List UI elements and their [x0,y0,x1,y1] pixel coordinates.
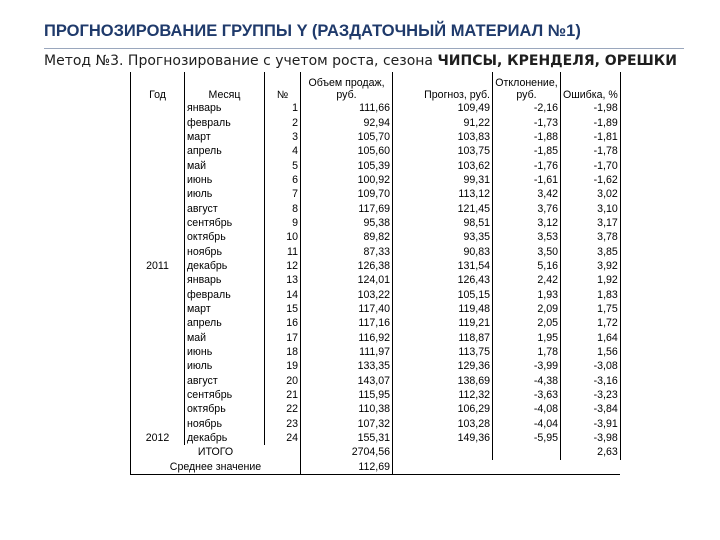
volume-cell: 111,97 [301,345,393,359]
error-cell: 3,78 [561,230,621,244]
volume-cell: 107,32 [301,417,393,431]
error-cell: 3,17 [561,216,621,230]
num-cell: 2 [265,115,301,129]
forecast-cell: 91,22 [393,115,493,129]
deviation-cell: 3,50 [493,244,561,258]
table-row [131,273,621,287]
error-cell: 1,83 [561,287,621,301]
volume-cell: 111,66 [301,101,393,115]
month-cell: апрель [185,144,265,158]
title-divider [44,48,684,49]
num-cell: 4 [265,144,301,158]
forecast-cell: 103,75 [393,144,493,158]
forecast-cell: 131,54 [393,259,493,273]
error-cell: 1,92 [561,273,621,287]
deviation-cell: -5,95 [493,431,561,445]
forecast-cell: 112,32 [393,388,493,402]
num-cell: 12 [265,259,301,273]
forecast-cell: 106,29 [393,402,493,416]
month-cell: август [185,374,265,388]
error-cell: 3,92 [561,259,621,273]
month-cell: октябрь [185,402,265,416]
forecast-cell: 119,21 [393,316,493,330]
forecast-cell: 118,87 [393,331,493,345]
error-cell: 1,64 [561,331,621,345]
table-header-row [131,72,621,101]
num-cell: 21 [265,388,301,402]
table-row [131,359,621,373]
table-row [131,302,621,316]
num-cell: 11 [265,244,301,258]
forecast-cell: 113,75 [393,345,493,359]
subtitle-products: ЧИПСЫ, КРЕНДЕЛЯ, ОРЕШКИ [437,53,677,69]
table-row [131,259,621,273]
volume-cell: 109,70 [301,187,393,201]
num-cell: 10 [265,230,301,244]
volume-cell: 115,95 [301,388,393,402]
month-cell: август [185,201,265,215]
error-cell: -3,98 [561,431,621,445]
deviation-cell: -4,08 [493,402,561,416]
total-error: 2,63 [561,445,621,459]
error-cell: -3,23 [561,388,621,402]
month-cell: декабрь [185,259,265,273]
average-label: Среднее значение [131,460,301,475]
volume-cell: 105,70 [301,130,393,144]
table-row [131,331,621,345]
num-cell: 7 [265,187,301,201]
error-cell: -3,84 [561,402,621,416]
table-row [131,374,621,388]
volume-cell: 105,39 [301,158,393,172]
table-row [131,345,621,359]
error-cell: -1,70 [561,158,621,172]
table-row [131,402,621,416]
table-row [131,158,621,172]
forecast-cell: 129,36 [393,359,493,373]
deviation-cell: 3,53 [493,230,561,244]
header-month: Месяц [185,72,265,101]
num-cell: 3 [265,130,301,144]
month-cell: январь [185,101,265,115]
month-cell: июнь [185,173,265,187]
subtitle-prefix: Метод №3. Прогнозирование с учетом роста, сезона [44,53,438,69]
volume-cell: 105,60 [301,144,393,158]
volume-cell: 103,22 [301,287,393,301]
month-cell: июль [185,187,265,201]
forecast-cell: 103,28 [393,417,493,431]
month-cell: февраль [185,287,265,301]
error-cell: 3,10 [561,201,621,215]
table-row [131,244,621,258]
num-cell: 5 [265,158,301,172]
table-row [131,101,621,115]
month-cell: ноябрь [185,417,265,431]
table-row [131,201,621,215]
forecast-cell: 113,12 [393,187,493,201]
header-year: Год [131,72,185,101]
deviation-cell: 2,42 [493,273,561,287]
deviation-cell: 5,16 [493,259,561,273]
error-cell: 3,02 [561,187,621,201]
num-cell: 15 [265,302,301,316]
volume-cell: 100,92 [301,173,393,187]
deviation-cell: -4,38 [493,374,561,388]
error-cell: -3,16 [561,374,621,388]
deviation-cell: 1,78 [493,345,561,359]
error-cell: -1,78 [561,144,621,158]
forecast-cell: 103,62 [393,158,493,172]
total-deviation-empty [493,445,561,459]
volume-cell: 116,92 [301,331,393,345]
table-row [131,431,621,445]
error-cell: -1,89 [561,115,621,129]
num-cell: 13 [265,273,301,287]
volume-cell: 110,38 [301,402,393,416]
error-cell: 1,75 [561,302,621,316]
deviation-cell: -2,16 [493,101,561,115]
table-row [131,417,621,431]
month-cell: март [185,130,265,144]
month-cell: май [185,331,265,345]
num-cell: 18 [265,345,301,359]
volume-cell: 117,69 [301,201,393,215]
deviation-cell: 1,95 [493,331,561,345]
page-title: ПРОГНОЗИРОВАНИЕ ГРУППЫ Y (РАЗДАТОЧНЫЙ МАТЕРИАЛ №1) [44,22,581,40]
deviation-cell: -1,88 [493,130,561,144]
header-forecast: Прогноз, руб. [393,72,493,101]
forecast-cell: 98,51 [393,216,493,230]
volume-cell: 155,31 [301,431,393,445]
month-cell: сентябрь [185,216,265,230]
average-volume: 112,69 [301,460,393,475]
month-cell: май [185,158,265,172]
forecast-table [130,72,621,475]
year-cell: 2012 [131,273,185,445]
month-cell: апрель [185,316,265,330]
average-row [131,460,621,475]
month-cell: сентябрь [185,388,265,402]
table-row [131,130,621,144]
volume-cell: 89,82 [301,230,393,244]
num-cell: 16 [265,316,301,330]
deviation-cell: -3,99 [493,359,561,373]
deviation-cell: 2,09 [493,302,561,316]
forecast-cell: 90,83 [393,244,493,258]
deviation-cell: -1,73 [493,115,561,129]
deviation-cell: -1,76 [493,158,561,172]
forecast-cell: 103,83 [393,130,493,144]
volume-cell: 117,16 [301,316,393,330]
deviation-cell: 2,05 [493,316,561,330]
table-row [131,173,621,187]
volume-cell: 133,35 [301,359,393,373]
num-cell: 17 [265,331,301,345]
num-cell: 6 [265,173,301,187]
deviation-cell: -1,61 [493,173,561,187]
subtitle [44,53,677,69]
volume-cell: 117,40 [301,302,393,316]
deviation-cell: 3,42 [493,187,561,201]
deviation-cell: -1,85 [493,144,561,158]
month-cell: июнь [185,345,265,359]
num-cell: 22 [265,402,301,416]
num-cell: 9 [265,216,301,230]
header-volume: Объем продаж, руб. [301,72,393,101]
forecast-cell: 105,15 [393,287,493,301]
num-cell: 24 [265,431,301,445]
table-row [131,287,621,301]
table-row [131,388,621,402]
forecast-cell: 138,69 [393,374,493,388]
forecast-cell: 119,48 [393,302,493,316]
num-cell: 23 [265,417,301,431]
num-cell: 8 [265,201,301,215]
table-row [131,144,621,158]
table-row [131,230,621,244]
month-cell: январь [185,273,265,287]
volume-cell: 92,94 [301,115,393,129]
month-cell: февраль [185,115,265,129]
forecast-cell: 126,43 [393,273,493,287]
deviation-cell: -3,63 [493,388,561,402]
error-cell: 3,85 [561,244,621,258]
deviation-cell: 3,12 [493,216,561,230]
deviation-cell: -4,04 [493,417,561,431]
month-cell: октябрь [185,230,265,244]
total-forecast-empty [393,445,493,459]
table-row [131,187,621,201]
table-row [131,216,621,230]
num-cell: 14 [265,287,301,301]
num-cell: 1 [265,101,301,115]
volume-cell: 143,07 [301,374,393,388]
deviation-cell: 1,93 [493,287,561,301]
error-cell: -1,98 [561,101,621,115]
forecast-cell: 93,35 [393,230,493,244]
error-cell: 1,56 [561,345,621,359]
error-cell: -1,62 [561,173,621,187]
volume-cell: 87,33 [301,244,393,258]
average-empty [393,460,621,475]
num-cell: 19 [265,359,301,373]
month-cell: декабрь [185,431,265,445]
table-row [131,316,621,330]
total-label: ИТОГО [131,445,301,459]
volume-cell: 124,01 [301,273,393,287]
error-cell: -3,08 [561,359,621,373]
error-cell: -3,91 [561,417,621,431]
deviation-cell: 3,76 [493,201,561,215]
header-error: Ошибка, % [561,72,621,101]
table-row [131,115,621,129]
total-row [131,445,621,459]
month-cell: июль [185,359,265,373]
error-cell: 1,72 [561,316,621,330]
forecast-cell: 121,45 [393,201,493,215]
month-cell: ноябрь [185,244,265,258]
forecast-cell: 109,49 [393,101,493,115]
num-cell: 20 [265,374,301,388]
forecast-cell: 99,31 [393,173,493,187]
header-num: № [265,72,301,101]
year-cell: 2011 [131,101,185,273]
forecast-cell: 149,36 [393,431,493,445]
volume-cell: 95,38 [301,216,393,230]
header-deviation: Отклонение, руб. [493,72,561,101]
total-volume: 2704,56 [301,445,393,459]
volume-cell: 126,38 [301,259,393,273]
error-cell: -1,81 [561,130,621,144]
month-cell: март [185,302,265,316]
